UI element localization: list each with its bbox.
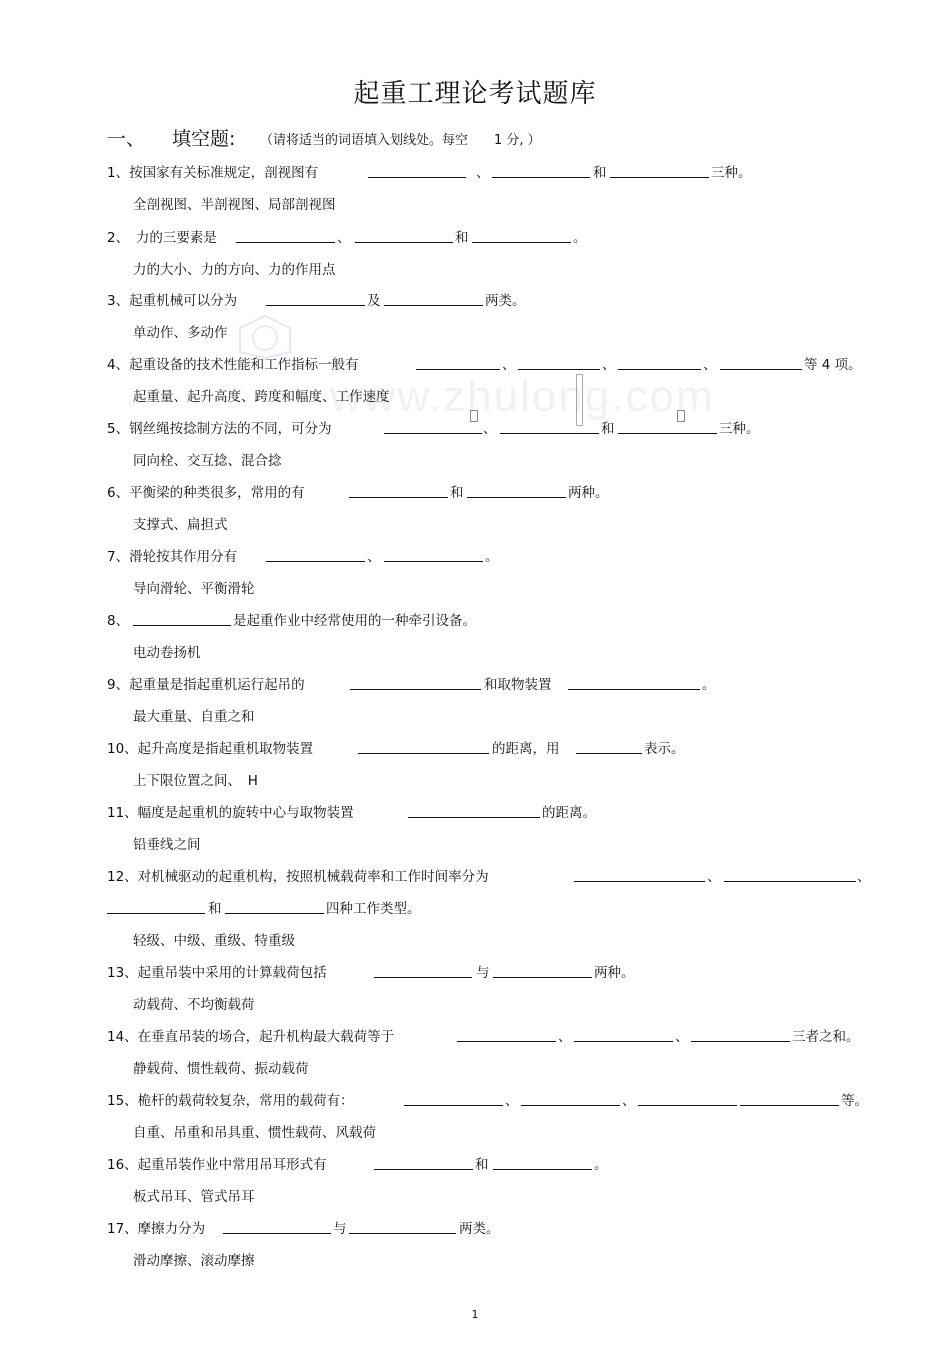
answer-blank	[384, 305, 483, 306]
answer-blank	[492, 177, 590, 178]
answer-blank	[457, 1041, 556, 1042]
question-text: 、	[857, 869, 871, 885]
question-text: 、	[675, 1029, 689, 1045]
section-number: 一、	[107, 128, 146, 150]
question-text: 、	[367, 549, 381, 565]
answer-text: 力的大小、力的方向、力的作用点	[133, 262, 336, 278]
answer-blank	[618, 369, 701, 370]
question-text: 和取物装置	[484, 677, 552, 693]
question-text: 13、起重吊装中采用的计算载荷包括	[107, 965, 327, 981]
question-text: 和	[601, 421, 615, 437]
answer-blank	[467, 497, 566, 498]
question-text: 三种。	[711, 165, 752, 181]
answer-blank	[618, 433, 717, 434]
question-text: 4、起重设备的技术性能和工作指标一般有	[107, 357, 359, 373]
question-text: 的距离，用	[492, 741, 560, 757]
question-text: 、	[483, 421, 497, 437]
answer-blank	[384, 561, 483, 562]
answer-text: 滑动摩擦、滚动摩擦	[133, 1253, 255, 1269]
answer-blank	[266, 305, 365, 306]
question-text: 、	[558, 1029, 572, 1045]
answer-blank	[133, 625, 231, 626]
answer-blank	[349, 497, 448, 498]
answer-blank	[225, 913, 324, 914]
answer-blank	[493, 1169, 592, 1170]
question-text: 。	[485, 549, 499, 565]
question-text: 2、 力的三要素是	[107, 230, 217, 246]
question-text: 8、	[107, 613, 130, 629]
answer-blank	[472, 242, 571, 243]
question-text: 及	[367, 293, 381, 309]
question-text: 、	[476, 165, 490, 181]
answer-text: 板式吊耳、管式吊耳	[133, 1189, 255, 1205]
section-note: （请将适当的词语填入划线处。每空 1 分, ）	[260, 133, 541, 148]
question-text: 四种工作类型。	[326, 901, 421, 917]
answer-blank	[223, 1233, 331, 1234]
answer-blank	[349, 1233, 456, 1234]
question-text: 7、滑轮按其作用分有	[107, 549, 238, 565]
question-text: 两种。	[568, 485, 609, 501]
question-text: 、	[703, 357, 717, 373]
question-text: 5、钢丝绳按捻制方法的不同，可分为	[107, 421, 332, 437]
question-text: 和	[450, 485, 464, 501]
watermark-mark	[576, 374, 583, 426]
answer-blank	[493, 977, 592, 978]
question-text: 、	[707, 869, 721, 885]
question-text: 10、起升高度是指起重机取物装置	[107, 741, 314, 757]
question-text: 是起重作业中经常使用的一种牵引设备。	[233, 613, 476, 629]
question-text: 两类。	[459, 1221, 500, 1237]
answer-blank	[266, 561, 365, 562]
question-text: 11、幅度是起重机的旋转中心与取物装置	[107, 805, 354, 821]
answer-blank	[638, 1105, 737, 1106]
question-text: 、	[602, 357, 616, 373]
answer-text: 起重量、起升高度、跨度和幅度、工作速度	[133, 389, 390, 405]
question-text: 。	[573, 230, 587, 246]
answer-text: 自重、吊重和吊具重、惯性载荷、风载荷	[133, 1125, 376, 1141]
watermark-text: www.zhulong.com	[330, 372, 715, 421]
question-text: 两种。	[594, 965, 635, 981]
question-text: 三种。	[719, 421, 760, 437]
answer-blank	[574, 1041, 673, 1042]
page-title: 起重工理论考试题库	[353, 79, 597, 109]
question-text: 9、起重量是指起重机运行起吊的	[107, 677, 305, 693]
answer-blank	[355, 242, 453, 243]
question-text: 。	[594, 1157, 608, 1173]
answer-blank	[404, 1105, 503, 1106]
answer-blank	[574, 881, 705, 882]
question-text: 14、在垂直吊装的场合，起升机构最大载荷等于	[107, 1029, 395, 1045]
page-number: 1	[471, 1308, 479, 1321]
question-text: 3、起重机械可以分为	[107, 293, 238, 309]
question-text: 17、摩擦力分为	[107, 1221, 206, 1237]
question-text: 和	[475, 1157, 489, 1173]
question-text: 和	[208, 901, 222, 917]
answer-text: 同向栓、交互捻、混合捻	[133, 453, 282, 469]
answer-blank	[374, 977, 472, 978]
answer-blank	[374, 1169, 473, 1170]
answer-blank	[521, 1105, 620, 1106]
answer-blank	[236, 242, 335, 243]
answer-text: 全剖视图、半剖视图、局部剖视图	[133, 197, 336, 213]
question-text: 、	[502, 357, 516, 373]
answer-text: 导向滑轮、平衡滑轮	[133, 581, 255, 597]
answer-blank	[384, 433, 482, 434]
question-text: 的距离。	[542, 805, 596, 821]
question-text: 三者之和。	[792, 1029, 860, 1045]
answer-blank	[610, 177, 709, 178]
answer-text: 电动卷扬机	[133, 645, 201, 661]
question-text: 与	[476, 965, 490, 981]
answer-text: 支撑式、扁担式	[133, 517, 228, 533]
question-text: 15、桅杆的载荷较复杂，常用的载荷有：	[107, 1093, 354, 1109]
question-text: 1、按国家有关标准规定，剖视图有	[107, 165, 319, 181]
question-text: 。	[702, 677, 716, 693]
question-text: 等。	[841, 1093, 868, 1109]
question-text: 和	[455, 230, 469, 246]
answer-text: 静载荷、惯性载荷、振动载荷	[133, 1061, 309, 1077]
answer-blank	[358, 753, 489, 754]
answer-blank	[368, 177, 466, 178]
answer-text: 轻级、中级、重级、特重级	[133, 933, 295, 949]
question-text: 16、起重吊装作业中常用吊耳形式有	[107, 1157, 327, 1173]
question-text: 12、对机械驱动的起重机构，按照机械载荷率和工作时间率分为	[107, 869, 489, 885]
answer-blank	[720, 369, 802, 370]
answer-blank	[416, 369, 500, 370]
watermark-mark	[470, 410, 478, 422]
question-text: 两类。	[485, 293, 526, 309]
question-text: 等 4 项。	[804, 357, 862, 373]
answer-text: 最大重量、自重之和	[133, 709, 255, 725]
answer-blank	[740, 1105, 839, 1106]
answer-blank	[518, 369, 600, 370]
answer-blank	[576, 753, 642, 754]
answer-text: 动载荷、不均衡载荷	[133, 997, 255, 1013]
question-text: 、	[505, 1093, 519, 1109]
answer-blank	[350, 689, 481, 690]
question-text: 、	[622, 1093, 636, 1109]
question-text: 与	[333, 1221, 347, 1237]
answer-blank	[568, 689, 700, 690]
section-heading: 填空题:	[172, 128, 236, 150]
question-text: 6、平衡梁的种类很多，常用的有	[107, 485, 305, 501]
question-text: 表示。	[644, 741, 685, 757]
answer-text: 上下限位置之间、 H	[133, 773, 258, 789]
answer-blank	[408, 817, 540, 818]
answer-text: 单动作、多动作	[133, 325, 228, 341]
answer-blank	[691, 1041, 790, 1042]
watermark-mark	[677, 410, 685, 422]
question-text: 、	[337, 230, 351, 246]
answer-blank	[724, 881, 856, 882]
question-text: 和	[593, 165, 607, 181]
answer-text: 铅垂线之间	[133, 837, 201, 853]
answer-blank	[107, 913, 205, 914]
answer-blank	[500, 433, 599, 434]
